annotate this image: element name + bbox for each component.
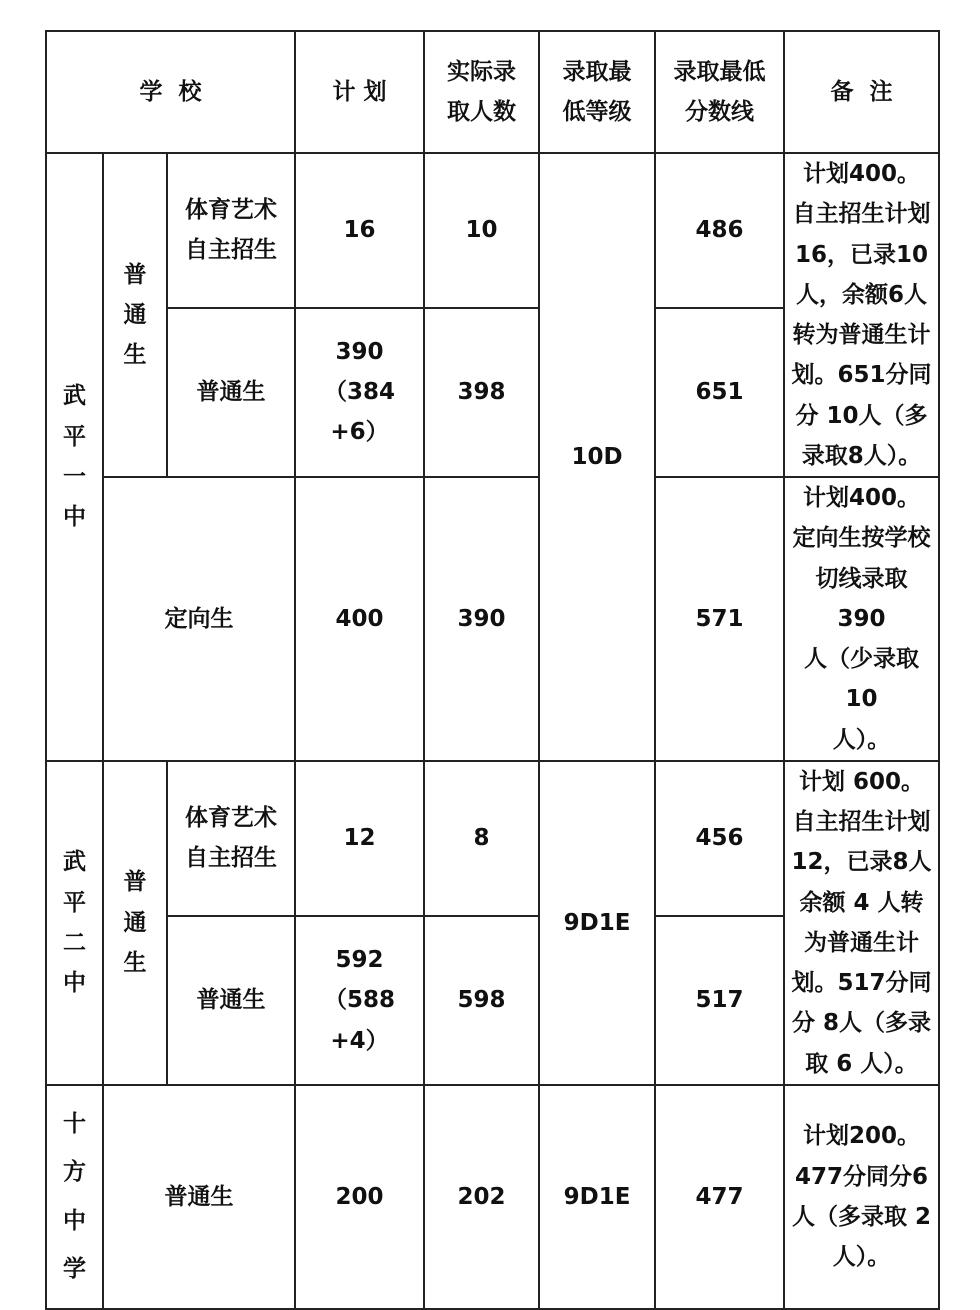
category-cell: 定向生 — [103, 477, 295, 761]
group-char: 生 — [123, 342, 147, 369]
group-char: 通 — [123, 301, 147, 328]
putong-group-label — [103, 153, 167, 477]
school-name-char: 武 — [63, 849, 86, 876]
school-name-char: 方 — [63, 1159, 86, 1186]
plan-cell: 400 — [295, 477, 424, 761]
school-name-char: 武 — [63, 383, 86, 410]
school-name-char: 十 — [63, 1111, 86, 1138]
school-name-shifang — [46, 1085, 103, 1309]
group-char: 生 — [123, 949, 147, 976]
actual-cell: 202 — [424, 1085, 539, 1309]
grade-cell: 10D — [539, 153, 655, 761]
school-name-char: 二 — [63, 929, 86, 956]
score-cell: 517 — [655, 916, 784, 1085]
table-row — [46, 153, 939, 308]
actual-cell: 398 — [424, 308, 539, 477]
plan-cell: 390（384 +6） — [295, 308, 424, 477]
group-char: 普 — [123, 261, 147, 288]
school-name-char: 中 — [63, 504, 86, 531]
header-actual: 实际录 取人数 — [424, 31, 539, 153]
admission-table — [45, 30, 940, 1310]
note-cell: 计划400。 定向生按学校 切线录取 390 人（少录取10 人）。 — [784, 477, 939, 761]
note-cell: 计划200。 477分同分6 人（多录取 2 人）。 — [784, 1085, 939, 1309]
grade-cell: 9D1E — [539, 1085, 655, 1309]
category-cell: 体育艺术 自主招生 — [167, 761, 295, 916]
school-name-char: 平 — [63, 423, 86, 450]
header-min-grade: 录取最 低等级 — [539, 31, 655, 153]
school-name-char: 一 — [63, 463, 86, 490]
score-cell: 477 — [655, 1085, 784, 1309]
header-row — [46, 31, 939, 153]
actual-cell: 598 — [424, 916, 539, 1085]
header-min-score: 录取最低 分数线 — [655, 31, 784, 153]
plan-cell: 200 — [295, 1085, 424, 1309]
actual-cell: 8 — [424, 761, 539, 916]
table-row — [46, 1085, 939, 1309]
school-name-char: 中 — [63, 970, 86, 996]
group-char: 通 — [123, 909, 147, 936]
actual-cell: 10 — [424, 153, 539, 308]
category-cell: 普通生 — [103, 1085, 295, 1309]
school-name-wuping1 — [46, 153, 103, 761]
score-cell: 571 — [655, 477, 784, 761]
plan-cell: 592（588 +4） — [295, 916, 424, 1085]
school-name-char: 学 — [63, 1256, 86, 1283]
plan-cell: 12 — [295, 761, 424, 916]
score-cell: 486 — [655, 153, 784, 308]
school-name-wuping2 — [46, 761, 103, 1085]
note-cell: 计划 600。 自主招生计划 12，已录8人 余额 4 人转 为普通生计 划。517分同 分 8人（多录 取 6 人）。 — [784, 761, 939, 1085]
group-char: 普 — [123, 869, 147, 896]
table-row — [46, 477, 939, 761]
table-row — [46, 761, 939, 916]
category-cell: 普通生 — [167, 916, 295, 1085]
score-cell: 456 — [655, 761, 784, 916]
header-school: 学 校 — [46, 31, 295, 153]
plan-cell: 16 — [295, 153, 424, 308]
category-cell: 普通生 — [167, 308, 295, 477]
header-plan: 计 划 — [295, 31, 424, 153]
header-note: 备 注 — [784, 31, 939, 153]
actual-cell: 390 — [424, 477, 539, 761]
school-name-char: 平 — [63, 889, 86, 916]
putong-group-label — [103, 761, 167, 1085]
note-cell: 计划400。 自主招生计划 16，已录10 人，余额6人 转为普通生计 划。651分同 分 10人（多 录取8人）。 — [784, 153, 939, 477]
grade-cell: 9D1E — [539, 761, 655, 1085]
score-cell: 651 — [655, 308, 784, 477]
school-name-char: 中 — [63, 1207, 86, 1234]
category-cell: 体育艺术 自主招生 — [167, 153, 295, 308]
